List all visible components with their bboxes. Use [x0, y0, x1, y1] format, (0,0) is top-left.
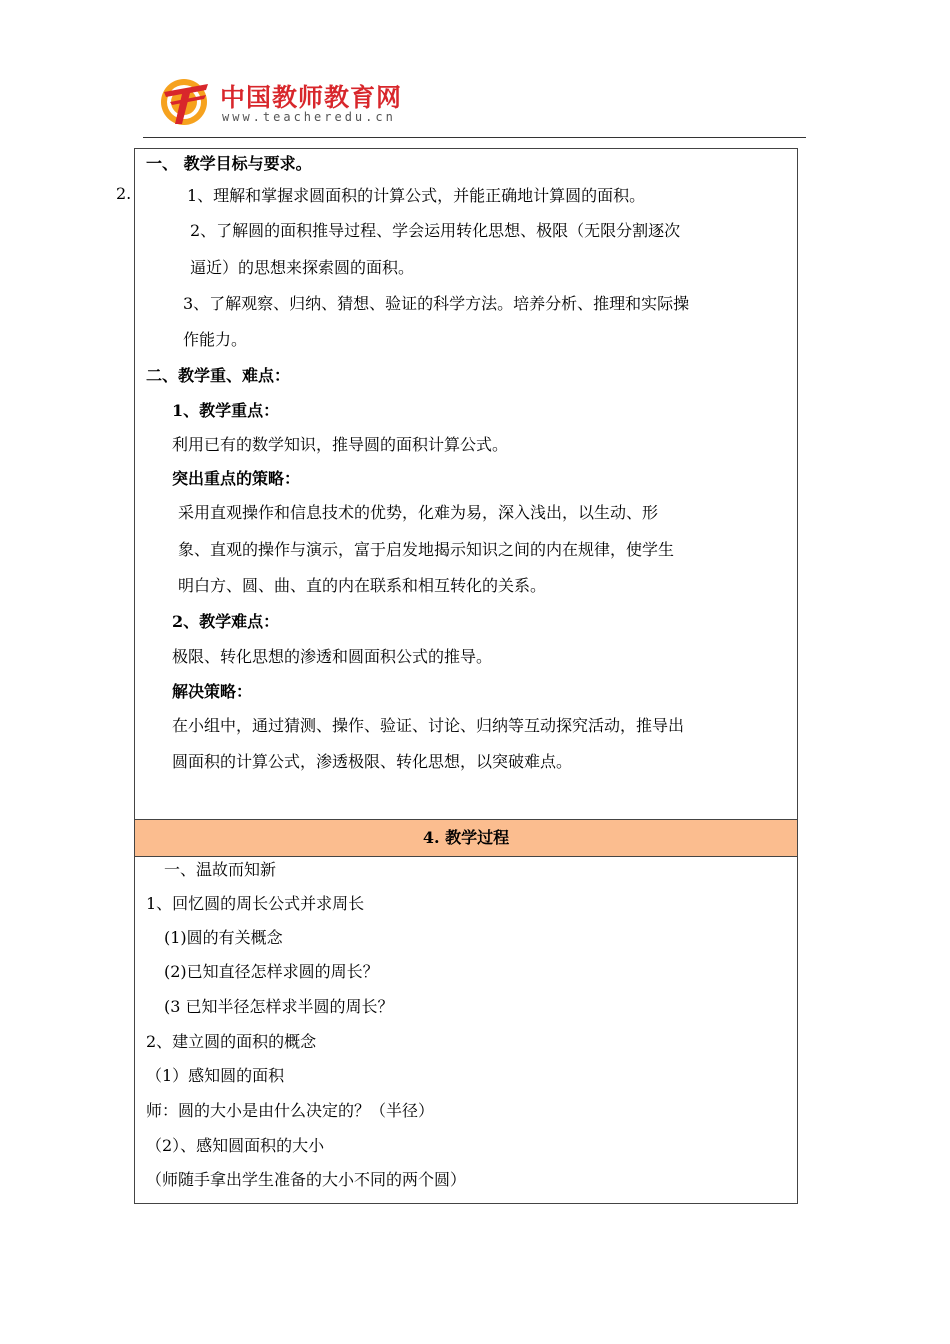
header-rule — [143, 137, 806, 138]
objective-item: 逼近）的思想来探索圆的面积。 — [190, 258, 415, 277]
difficulty-label: 2、教学难点： — [172, 612, 280, 631]
objective-item: 3、了解观察、归纳、猜想、验证的科学方法。培养分析、推理和实际操 — [183, 294, 690, 313]
solution-line: 在小组中，通过猜测、操作、验证、讨论、归纳等互动探究活动，推导出 — [172, 716, 685, 735]
solution-label: 解决策略： — [172, 682, 253, 701]
process-line: 一、温故而知新 — [164, 860, 277, 879]
process-line: 1、回忆圆的周长公式并求周长 — [146, 894, 365, 913]
process-line: （师随手拿出学生准备的大小不同的两个圆） — [146, 1170, 467, 1189]
key-point-text: 利用已有的数学知识，推导圆的面积计算公式。 — [172, 435, 509, 454]
objective-item: 2、了解圆的面积推导过程、学会运用转化思想、极限（无限分割逐次 — [190, 221, 681, 240]
logo-title: 中国教师教育网 — [220, 83, 403, 112]
logo-url: www.teacheredu.cn — [222, 110, 396, 124]
teacheredu-logo-icon — [160, 76, 212, 128]
strategy-line: 明白方、圆、曲、直的内在联系和相互转化的关系。 — [178, 576, 547, 595]
key-point-label: 1、教学重点： — [172, 401, 280, 420]
process-line: (1)圆的有关概念 — [164, 928, 283, 947]
strategy-line: 采用直观操作和信息技术的优势，化难为易，深入浅出，以生动、形 — [178, 503, 659, 522]
process-line: （1）感知圆的面积 — [146, 1066, 285, 1085]
difficulty-text: 极限、转化思想的渗透和圆面积公式的推导。 — [172, 647, 493, 666]
section2-heading: 二、教学重、难点： — [146, 366, 291, 385]
process-line: （2）、感知圆面积的大小 — [146, 1136, 325, 1155]
section1-heading: 一、 教学目标与要求。 — [146, 154, 312, 173]
objective-item: 作能力。 — [183, 330, 248, 349]
process-line: 2、建立圆的面积的概念 — [146, 1032, 317, 1051]
process-line: (2)已知直径怎样求圆的周长？ — [164, 962, 379, 981]
strategy-line: 象、直观的操作与演示，富于启发地揭示知识之间的内在规律，使学生 — [178, 540, 675, 559]
site-logo[interactable] — [160, 76, 420, 134]
section4-band: 4. 教学过程 — [134, 819, 798, 857]
margin-number: 2. — [116, 184, 132, 203]
process-line: 师：圆的大小是由什么决定的？（半径） — [146, 1101, 435, 1120]
process-line: (3 已知半径怎样求半圆的周长？ — [164, 997, 394, 1016]
objective-item: 1、理解和掌握求圆面积的计算公式，并能正确地计算圆的面积。 — [187, 186, 646, 205]
solution-line: 圆面积的计算公式，渗透极限、转化思想，以突破难点。 — [172, 752, 573, 771]
strategy-label: 突出重点的策略： — [172, 469, 301, 488]
